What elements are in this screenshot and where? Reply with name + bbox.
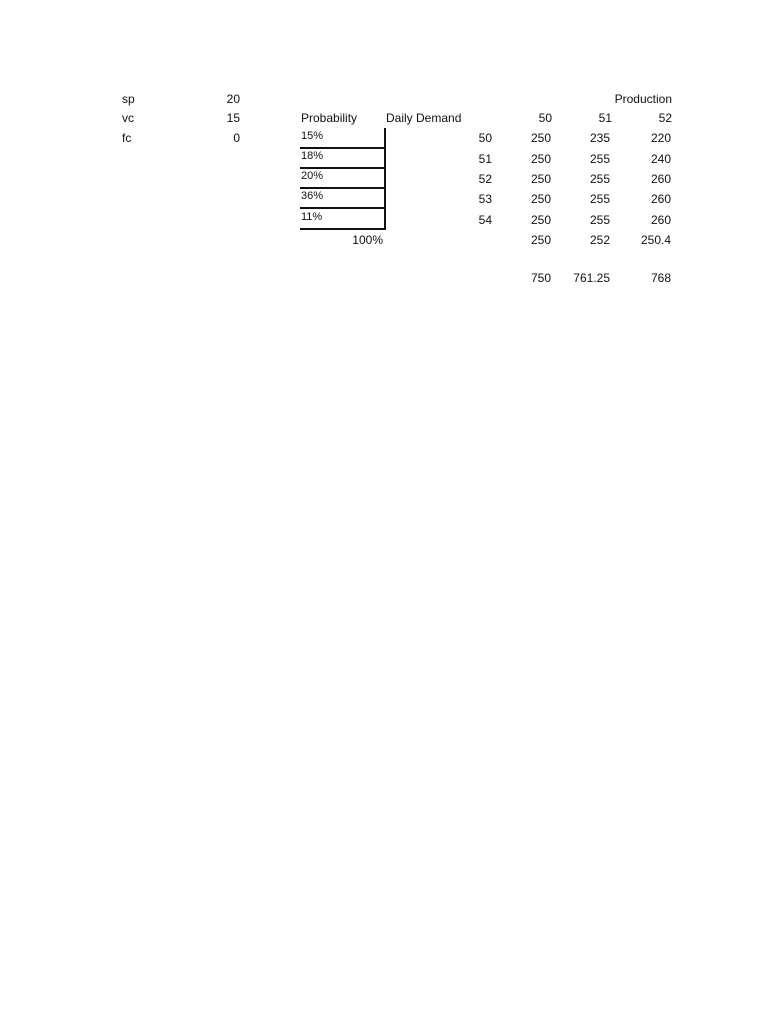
probability-total: 100%	[352, 233, 383, 247]
production-header: Production	[614, 92, 672, 106]
table-cell: 260	[650, 172, 671, 186]
param-value-fc: 0	[233, 131, 240, 145]
param-value-sp: 20	[226, 92, 240, 106]
production-col-52: 52	[658, 111, 672, 125]
production-col-51: 51	[598, 111, 612, 125]
param-label-sp: sp	[122, 92, 135, 106]
table-cell: 235	[589, 131, 610, 145]
production-col-50: 50	[538, 111, 552, 125]
table-cell: 260	[650, 213, 671, 227]
table-cell: 255	[589, 213, 610, 227]
total-value: 761.25	[573, 271, 610, 285]
table-cell: 220	[650, 131, 671, 145]
table-cell: 250	[530, 152, 551, 166]
param-label-fc: fc	[122, 131, 132, 145]
demand-value: 53	[478, 192, 492, 206]
total-value: 768	[650, 271, 671, 285]
param-label-vc: vc	[122, 111, 134, 125]
total-value: 750	[530, 271, 551, 285]
probability-header: Probability	[301, 111, 358, 125]
probability-right-border	[384, 128, 386, 230]
table-cell: 255	[589, 192, 610, 206]
probability-value: 20%	[301, 170, 324, 182]
demand-value: 54	[478, 213, 492, 227]
demand-value: 50	[478, 131, 492, 145]
expected-value: 250	[530, 233, 551, 247]
expected-value: 252	[589, 233, 610, 247]
probability-value: 36%	[301, 190, 324, 202]
probability-divider	[300, 207, 386, 209]
probability-value: 15%	[301, 130, 324, 142]
table-cell: 260	[650, 192, 671, 206]
param-value-vc: 15	[226, 111, 240, 125]
table-cell: 255	[589, 152, 610, 166]
probability-value: 18%	[301, 150, 324, 162]
table-cell: 255	[589, 172, 610, 186]
table-cell: 240	[650, 152, 671, 166]
table-cell: 250	[530, 192, 551, 206]
table-cell: 250	[530, 131, 551, 145]
demand-value: 52	[478, 172, 492, 186]
probability-value: 11%	[301, 211, 323, 223]
demand-value: 51	[478, 152, 492, 166]
probability-bottom-border	[300, 228, 386, 230]
table-cell: 250	[530, 213, 551, 227]
table-cell: 250	[530, 172, 551, 186]
expected-value: 250.4	[640, 233, 671, 247]
daily-demand-header: Daily Demand	[386, 111, 462, 125]
